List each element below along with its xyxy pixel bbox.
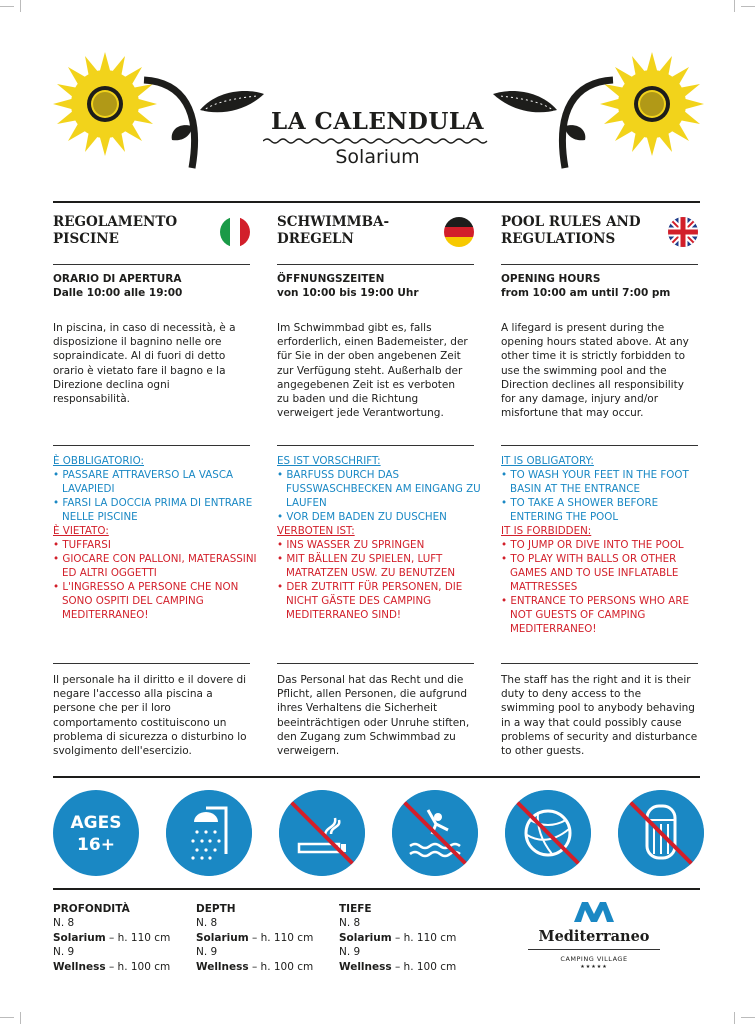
pool-number: N. 9 xyxy=(196,946,218,959)
no-diving-icon xyxy=(392,790,478,876)
column-title: SCHWIMMBA-DREGELN xyxy=(277,214,390,247)
staff-text: Das Personal hat das Recht und die Pflicht, allen Personen, die aufgrund ihres Verhaltens die Sicherheit beeinträchtigen oder Unruhe stiften, den Zugang zum Schwimmbad zu verweigern. xyxy=(277,674,470,758)
list-item: • TO PLAY WITH BALLS OR OTHER GAMES AND TO USE INFLATABLE MATTRESSES xyxy=(501,553,679,593)
depth-row: Wellness – h. 100 cm xyxy=(53,960,171,973)
page-subtitle: Solarium xyxy=(335,146,420,168)
column-divider xyxy=(501,264,698,265)
rules-list xyxy=(501,454,711,636)
icons-row xyxy=(53,790,703,880)
logo-subtitle: CAMPING VILLAGE xyxy=(560,955,628,963)
obligatory-label: ES IST VORSCHRIFT: xyxy=(277,455,381,467)
logo-stars: ★★★★★ xyxy=(580,964,608,970)
list-item: • PASSARE ATTRAVERSO LA VASCA LAVAPIEDI xyxy=(53,469,234,495)
crop-mark xyxy=(734,0,735,12)
ages-label: AGES xyxy=(70,813,122,833)
shower-icon xyxy=(166,790,252,876)
sunflower-right-icon xyxy=(490,50,705,170)
uk-flag-icon xyxy=(668,217,698,247)
no-ball-games-icon xyxy=(505,790,591,876)
staff-text: The staff has the right and it is their duty to deny access to the swimming pool to anybody behaving in a way that could possibly cause problems of security and disturbance to other guests. xyxy=(501,674,698,758)
column-divider xyxy=(53,663,250,664)
pool-number: N. 9 xyxy=(339,946,361,959)
list-item: • BARFUSS DURCH DAS FUSSWASCHBECKEN AM EINGANG ZU LAUFEN xyxy=(277,469,481,509)
depth-row: Solarium – h. 110 cm xyxy=(53,931,171,944)
top-divider xyxy=(53,201,700,203)
sunflower-left-icon xyxy=(52,50,267,170)
list-item: • DER ZUTRITT FÜR PERSONEN, DIE NICHT GÄSTE DES CAMPING MEDITERRANEO SIND! xyxy=(277,581,463,621)
pool-number: N. 8 xyxy=(53,917,75,930)
list-item: • ENTRANCE TO PERSONS WHO ARE NOT GUESTS OF CAMPING MEDITERRANEO! xyxy=(501,595,690,635)
hours-label: ORARIO DI APERTURA xyxy=(53,273,182,285)
column-divider xyxy=(53,445,250,446)
mediterraneo-mark-icon xyxy=(572,900,616,922)
crop-mark xyxy=(20,0,21,12)
column-divider xyxy=(277,663,474,664)
intro-text: Im Schwimmbad gibt es, falls erforderlich, einen Bademeister, der für Sie in der oben angebenen Zeit zur Verfügung steht. Außerhalb der angegebenen Zeit ist es verboten zu baden und die Richtung verweigert jede Verantwortung. xyxy=(277,322,468,420)
wave-divider xyxy=(263,137,491,145)
depth-label: DEPTH xyxy=(196,903,236,915)
logo-divider xyxy=(528,949,660,950)
crop-mark xyxy=(20,1012,21,1024)
rules-list xyxy=(277,454,487,622)
icons-top-divider xyxy=(53,776,700,778)
column-divider xyxy=(501,663,698,664)
crop-mark xyxy=(741,1017,755,1018)
hours-value: Dalle 10:00 alle 19:00 xyxy=(53,287,183,299)
logo-name: Mediterraneo xyxy=(538,928,650,945)
list-item: • TO JUMP OR DIVE INTO THE POOL xyxy=(501,539,684,551)
hours-block xyxy=(501,272,701,300)
list-item: • VOR DEM BADEN ZU DUSCHEN xyxy=(277,511,447,523)
germany-flag-icon xyxy=(444,217,474,247)
depth-row: Wellness – h. 100 cm xyxy=(196,960,314,973)
depth-block-german xyxy=(339,902,479,974)
mediterraneo-logo xyxy=(528,900,660,972)
crop-mark xyxy=(741,6,755,7)
page-title: LA CALENDULA xyxy=(271,108,484,135)
ages-value: 16+ xyxy=(77,835,115,855)
pool-number: N. 9 xyxy=(53,946,75,959)
crop-mark xyxy=(0,6,14,7)
depth-label: TIEFE xyxy=(339,903,372,915)
pool-number: N. 8 xyxy=(196,917,218,930)
hours-block xyxy=(53,272,253,300)
list-item: • L'INGRESSO A PERSONE CHE NON SONO OSPITI DEL CAMPING MEDITERRANEO! xyxy=(53,581,239,621)
depth-row: Solarium – h. 110 cm xyxy=(196,931,314,944)
column-divider xyxy=(501,445,698,446)
intro-text: A lifegard is present during the opening hours stated above. At any other time it is strictly forbidden to use the swimming pool and the Direction declines all responsibility for any damage, injury and/or misfortune that may occur. xyxy=(501,322,689,420)
no-inflatables-icon xyxy=(618,790,704,876)
depth-block-english xyxy=(196,902,336,974)
ages-16-plus-icon xyxy=(53,790,139,876)
hours-value: from 10:00 am until 7:00 pm xyxy=(501,287,671,299)
hours-block xyxy=(277,272,477,300)
intro-text: In piscina, in caso di necessità, è a disposizione il bagnino nelle ore sopraindicate. Al di fuori di detto orario è vietato fare il bagno e la Direzione declina ogni responsabilità. xyxy=(53,322,236,406)
list-item: • TO TAKE A SHOWER BEFORE ENTERING THE POOL xyxy=(501,497,659,523)
column-title: REGOLAMENTO PISCINE xyxy=(53,214,178,247)
pool-number: N. 8 xyxy=(339,917,361,930)
list-item: • MIT BÄLLEN ZU SPIELEN, LUFT MATRATZEN USW. ZU BENUTZEN xyxy=(277,553,456,579)
icons-bottom-divider xyxy=(53,888,700,890)
list-item: • INS WASSER ZU SPRINGEN xyxy=(277,539,425,551)
column-divider xyxy=(277,264,474,265)
list-item: • FARSI LA DOCCIA PRIMA DI ENTRARE NELLE PISCINE xyxy=(53,497,253,523)
no-smoking-icon xyxy=(279,790,365,876)
column-divider xyxy=(277,445,474,446)
obligatory-label: IT IS OBLIGATORY: xyxy=(501,455,594,467)
depth-row: Wellness – h. 100 cm xyxy=(339,960,457,973)
hours-label: OPENING HOURS xyxy=(501,273,601,285)
obligatory-label: È OBBLIGATORIO: xyxy=(53,455,144,467)
italy-flag-icon xyxy=(220,217,250,247)
hours-label: ÖFFNUNGSZEITEN xyxy=(277,273,385,285)
depth-row: Solarium – h. 110 cm xyxy=(339,931,457,944)
list-item: • GIOCARE CON PALLONI, MATERASSINI ED ALTRI OGGETTI xyxy=(53,553,257,579)
crop-mark xyxy=(0,1017,14,1018)
depth-block-italian xyxy=(53,902,193,974)
list-item: • TO WASH YOUR FEET IN THE FOOT BASIN AT THE ENTRANCE xyxy=(501,469,689,495)
staff-text: Il personale ha il diritto e il dovere di negare l'accesso alla piscina a persone che per il loro comportamento costituiscono un problema di sicurezza o disturbino lo svolgimento dell'esercizio. xyxy=(53,674,247,758)
depth-label: PROFONDITÀ xyxy=(53,903,130,915)
column-title: POOL RULES AND REGULATIONS xyxy=(501,214,641,247)
list-item: • TUFFARSI xyxy=(53,539,111,551)
forbidden-label: È VIETATO: xyxy=(53,525,109,537)
hours-value: von 10:00 bis 19:00 Uhr xyxy=(277,287,419,299)
forbidden-label: VERBOTEN IST: xyxy=(277,525,355,537)
rules-list xyxy=(53,454,263,622)
crop-mark xyxy=(734,1012,735,1024)
column-divider xyxy=(53,264,250,265)
forbidden-label: IT IS FORBIDDEN: xyxy=(501,525,592,537)
